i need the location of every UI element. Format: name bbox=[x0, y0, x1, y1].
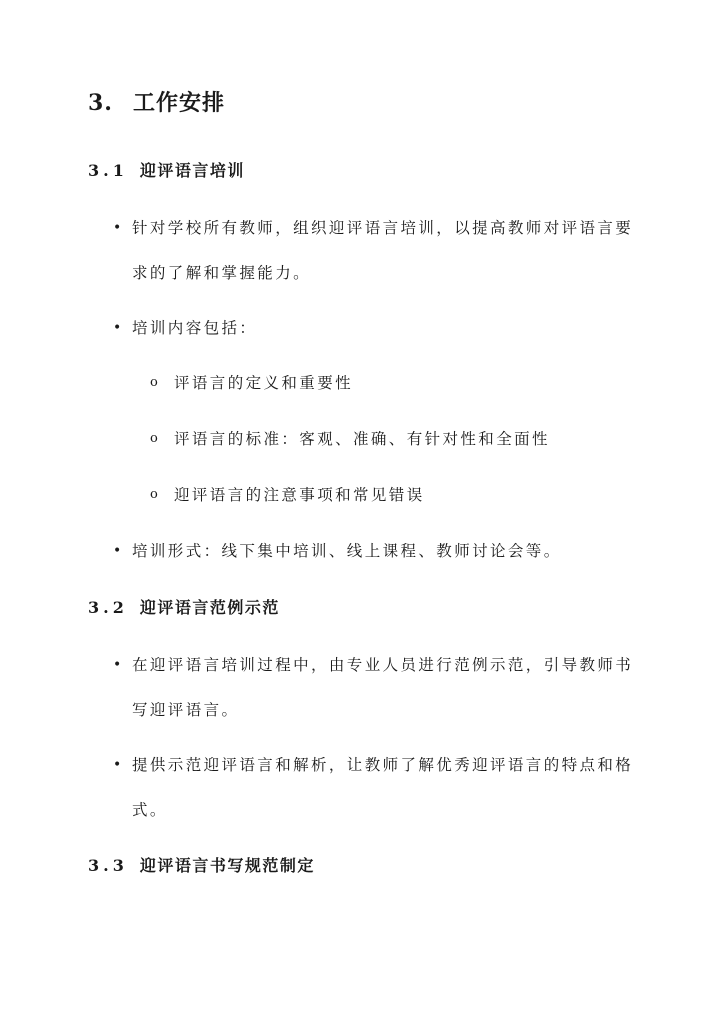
subsection-number: 3.3 bbox=[88, 856, 128, 875]
circle-bullet-icon: o bbox=[150, 431, 158, 446]
sub-list-item-text: 评语言的标准：客观、准确、有针对性和全面性 bbox=[174, 430, 550, 448]
subsection-title: 迎评语言培训 bbox=[139, 161, 245, 180]
sub-list-item bbox=[150, 483, 644, 507]
subsection-title: 迎评语言范例示范 bbox=[139, 598, 280, 617]
list-item-text: 针对学校所有教师，组织迎评语言培训，以提高教师对评语言要求的了解和掌握能力。 bbox=[132, 219, 634, 282]
sub-list-item bbox=[150, 371, 644, 395]
subsection-heading-3-3 bbox=[88, 853, 315, 876]
circle-bullet-icon: o bbox=[150, 487, 158, 502]
list-item-text: 培训形式：线下集中培训、线上课程、教师讨论会等。 bbox=[132, 542, 562, 560]
list-item-text: 在迎评语言培训过程中，由专业人员进行范例示范，引导教师书写迎评语言。 bbox=[132, 656, 634, 719]
list-item bbox=[113, 529, 642, 574]
section-number: 3. bbox=[88, 90, 113, 116]
list-item bbox=[113, 643, 642, 733]
bullet-icon: • bbox=[113, 657, 122, 673]
sub-list-item bbox=[150, 427, 644, 451]
sub-list-item-text: 迎评语言的注意事项和常见错误 bbox=[174, 486, 425, 504]
list-item-text: 培训内容包括： bbox=[132, 319, 258, 337]
section-title: 工作安排 bbox=[132, 90, 225, 116]
bullet-icon: • bbox=[113, 543, 122, 559]
subsection-number: 3.1 bbox=[88, 161, 128, 180]
list-item bbox=[113, 206, 642, 296]
bullet-icon: • bbox=[113, 757, 122, 773]
subsection-title: 迎评语言书写规范制定 bbox=[139, 856, 315, 875]
sub-list-item-text: 评语言的定义和重要性 bbox=[174, 374, 354, 392]
circle-bullet-icon: o bbox=[150, 375, 158, 390]
section-heading bbox=[88, 86, 225, 117]
list-item-text: 提供示范迎评语言和解析，让教师了解优秀迎评语言的特点和格式。 bbox=[132, 756, 634, 819]
bullet-icon: • bbox=[113, 220, 122, 236]
subsection-number: 3.2 bbox=[88, 598, 128, 617]
bullet-icon: • bbox=[113, 320, 122, 336]
list-item bbox=[113, 743, 642, 833]
subsection-heading-3-2 bbox=[88, 595, 280, 618]
list-item bbox=[113, 306, 642, 351]
subsection-heading-3-1 bbox=[88, 158, 245, 181]
